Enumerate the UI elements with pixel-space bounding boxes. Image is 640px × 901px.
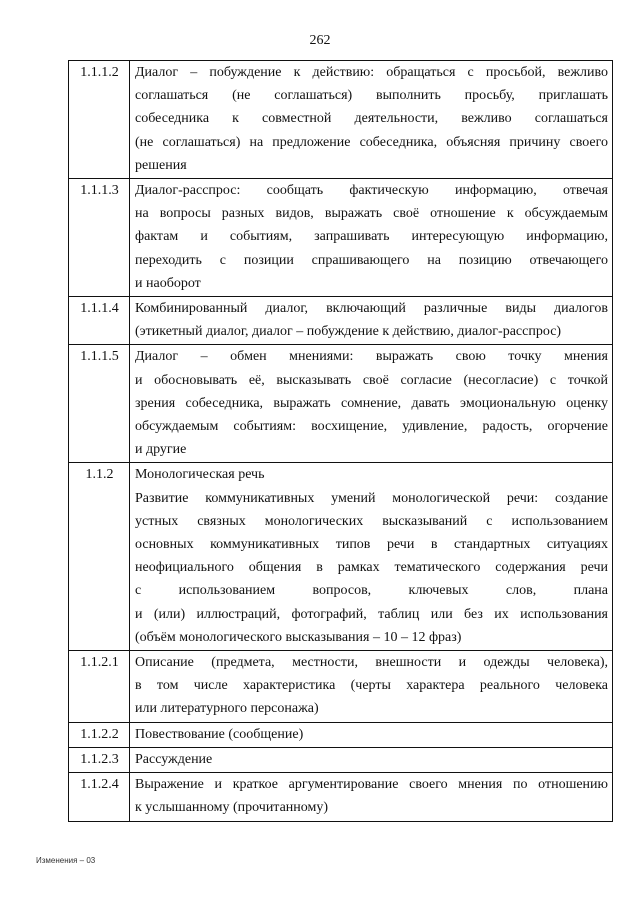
text-line: устных связных монологических высказываний с использованием xyxy=(135,513,608,529)
content-table-body xyxy=(69,61,613,822)
row-code: 1.1.1.5 xyxy=(69,345,130,463)
row-description xyxy=(130,179,613,297)
row-description xyxy=(130,345,613,463)
table-row xyxy=(69,61,613,179)
text-line: обсуждаемым событиям: восхищение, удивление, радость, огорчение xyxy=(135,419,608,435)
text-line: Диалог – обмен мнениями: выражать свою точку мнения xyxy=(135,349,608,365)
text-line: Диалог – побуждение к действию: обращаться с просьбой, вежливо xyxy=(135,65,608,80)
row-description xyxy=(130,651,613,723)
text-line: переходить с позиции спрашивающего на позицию отвечающего xyxy=(135,252,608,268)
text-line: Описание (предмета, местности, внешности и одежды человека), xyxy=(135,655,608,671)
row-code: 1.1.1.4 xyxy=(69,297,130,345)
row-code: 1.1.1.3 xyxy=(69,179,130,297)
text-line: Развитие коммуникативных умений монологической речи: создание xyxy=(135,490,608,506)
row-code: 1.1.2.3 xyxy=(69,747,130,772)
row-description xyxy=(130,463,613,651)
text-line: Рассуждение xyxy=(135,751,213,767)
table-row xyxy=(69,179,613,297)
row-description xyxy=(130,773,613,821)
row-code: 1.1.2 xyxy=(69,463,130,651)
page-number: 262 xyxy=(309,33,331,48)
text-line: решения xyxy=(135,157,187,173)
text-line: и другие xyxy=(135,442,187,458)
row-code: 1.1.2.4 xyxy=(69,773,130,821)
row-code: 1.1.2.1 xyxy=(69,651,130,723)
text-line: соглашаться (не соглашаться) выполнить просьбу, приглашать xyxy=(135,88,608,104)
text-line: с использованием вопросов, ключевых слов, плана xyxy=(135,583,608,599)
row-description xyxy=(130,297,613,345)
content-table xyxy=(68,60,613,822)
row-description xyxy=(130,722,613,747)
text-line: и наоборот xyxy=(135,275,201,291)
text-line: Выражение и краткое аргументирование своего мнения по отношению xyxy=(135,777,608,793)
text-line: в том числе характеристика (черты характера реального человека xyxy=(135,678,608,694)
text-line: и обосновывать её, высказывать своё согласие (несогласие) с точкой xyxy=(135,372,608,388)
text-line: на вопросы разных видов, выражать своё отношение к обсуждаемым xyxy=(135,206,608,222)
table-row xyxy=(69,297,613,345)
table-row xyxy=(69,747,613,772)
table-row xyxy=(69,722,613,747)
text-line: и (или) иллюстраций, фотографий, таблиц или без их использования xyxy=(135,606,608,622)
row-code: 1.1.2.2 xyxy=(69,722,130,747)
text-line: (не соглашаться) на предложение собеседника, объясняя причину своего xyxy=(135,134,608,150)
table-row xyxy=(69,463,613,651)
text-line: или литературного персонажа) xyxy=(135,701,319,717)
footer-note: Изменения – 03 xyxy=(36,856,96,865)
table-row xyxy=(69,773,613,821)
text-line: Повествование (сообщение) xyxy=(135,726,304,742)
row-description xyxy=(130,61,613,179)
text-line: (этикетный диалог, диалог – побуждение к действию, диалог-расспрос) xyxy=(135,324,562,340)
section-heading: Монологическая речь xyxy=(135,467,265,483)
table-row xyxy=(69,651,613,723)
text-line: неофициального общения в рамках тематического содержания речи xyxy=(135,560,608,576)
text-line: к услышанному (прочитанному) xyxy=(135,800,329,816)
text-line: фактам и событиям, запрашивать интересующую информацию, xyxy=(135,229,608,245)
row-code: 1.1.1.2 xyxy=(69,61,130,179)
row-description xyxy=(130,747,613,772)
text-line: основных коммуникативных типов речи в стандартных ситуациях xyxy=(135,537,608,553)
text-line: собеседника к совместной деятельности, вежливо соглашаться xyxy=(135,111,608,127)
text-line: зрения собеседника, выражать сомнение, давать эмоциональную оценку xyxy=(135,395,608,411)
text-line: Диалог-расспрос: сообщать фактическую информацию, отвечая xyxy=(135,183,608,199)
table-row xyxy=(69,345,613,463)
text-line: (объём монологического высказывания – 10 – 12 фраз) xyxy=(135,629,462,645)
text-line: Комбинированный диалог, включающий различные виды диалогов xyxy=(135,301,608,317)
